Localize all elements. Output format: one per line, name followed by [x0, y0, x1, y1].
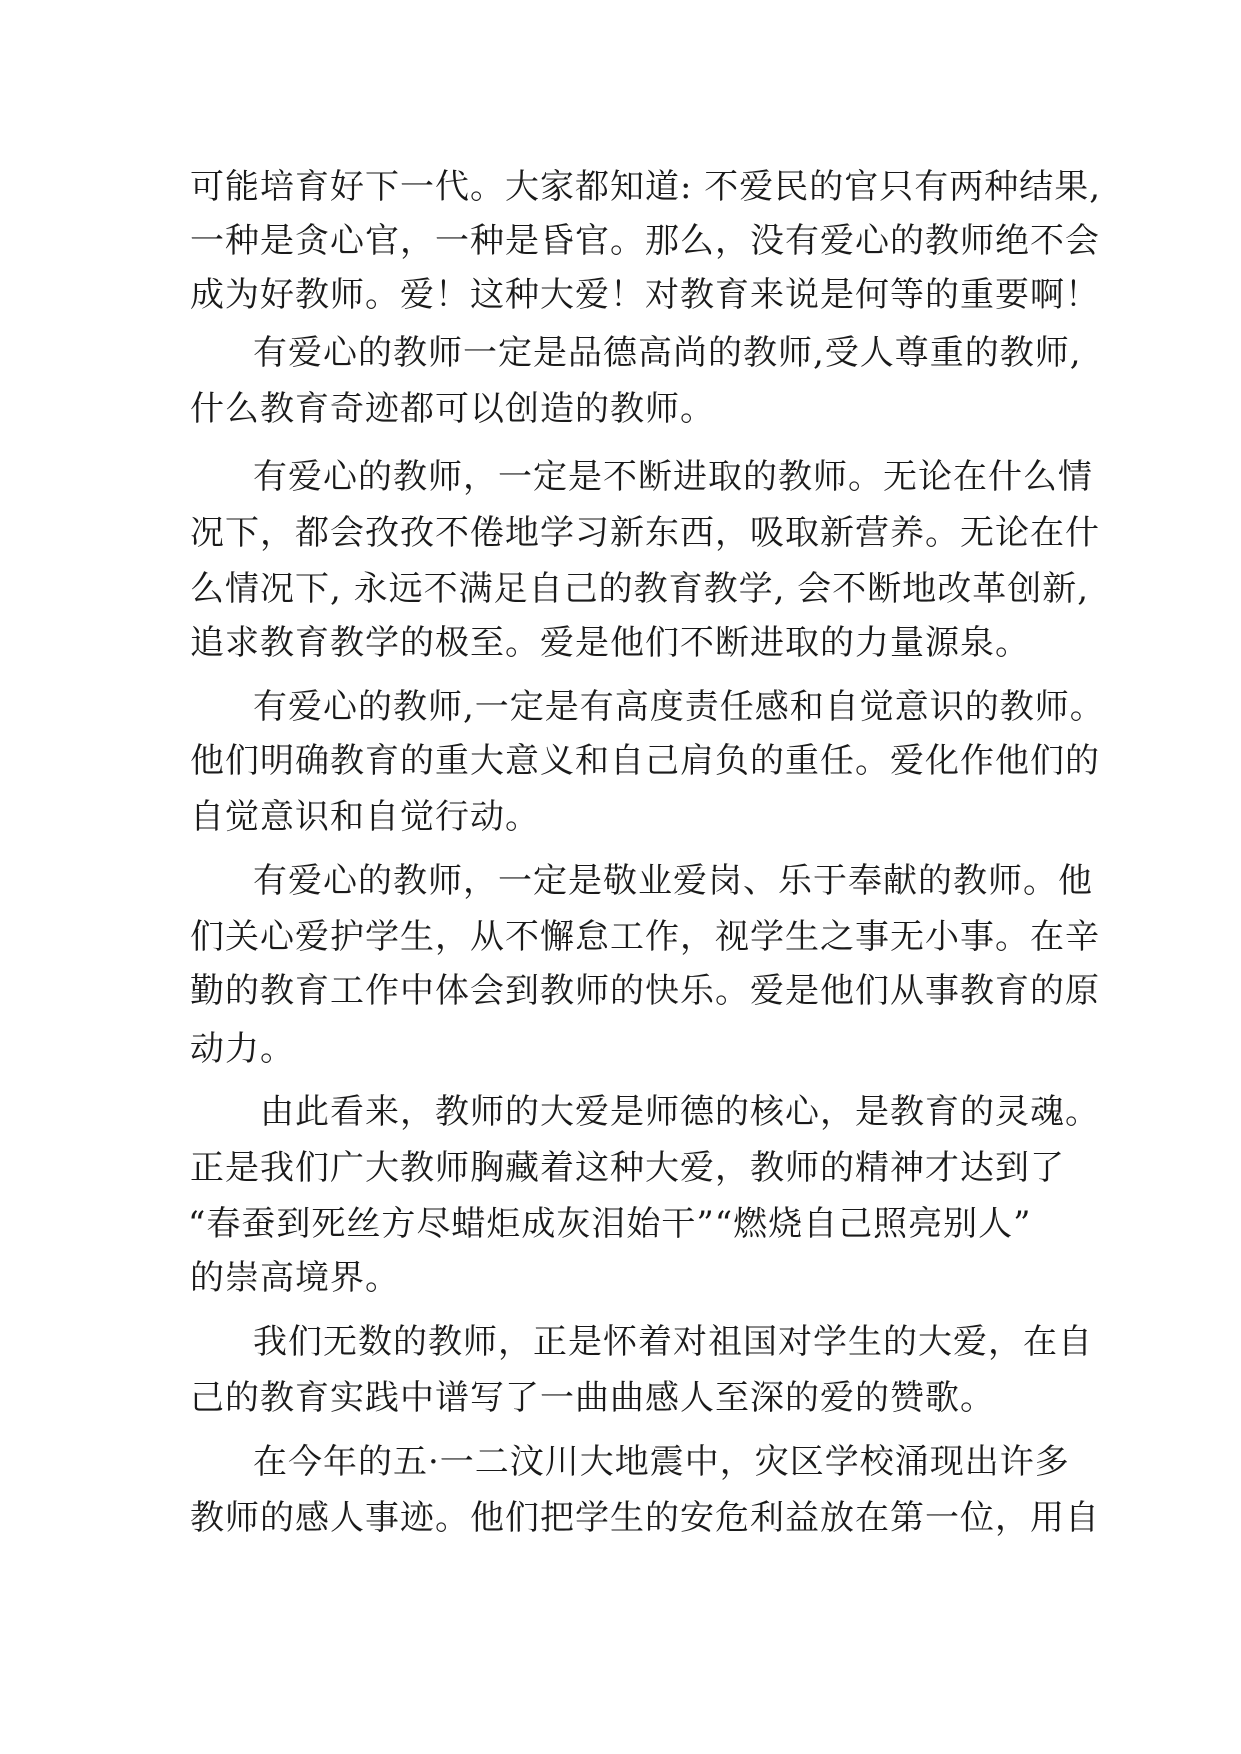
- text-line: 可能培育好下一代。大家都知道: 不爱民的官只有两种结果,: [190, 167, 1102, 207]
- paragraph-start-line: 我们无数的教师，正是怀着对祖国对学生的大爱，在自: [253, 1322, 1093, 1362]
- text-line: 己的教育实践中谱写了一曲曲感人至深的爱的赞歌。: [190, 1378, 995, 1418]
- paragraph-start-line: 在今年的五·一二汶川大地震中，灾区学校涌现出许多: [253, 1442, 1070, 1482]
- text-line: 成为好教师。爱！这种大爱！对教育来说是何等的重要啊！: [190, 275, 1100, 315]
- text-line: 他们明确教育的重大意义和自己肩负的重任。爱化作他们的: [190, 741, 1100, 781]
- text-line: 况下，都会孜孜不倦地学习新东西，吸取新营养。无论在什: [190, 513, 1100, 553]
- text-line: 自觉意识和自觉行动。: [190, 797, 540, 837]
- text-line: 勤的教育工作中体会到教师的快乐。爱是他们从事教育的原: [190, 971, 1100, 1011]
- text-line: 们关心爱护学生，从不懈怠工作，视学生之事无小事。在辛: [190, 917, 1100, 957]
- text-line: 追求教育教学的极至。爱是他们不断进取的力量源泉。: [190, 623, 1030, 663]
- text-line: 一种是贪心官，一种是昏官。那么，没有爱心的教师绝不会: [190, 221, 1100, 261]
- text-line: 什么教育奇迹都可以创造的教师。: [190, 389, 715, 429]
- text-line: 么情况下, 永远不满足自己的教育教学, 会不断地改革创新,: [190, 569, 1090, 609]
- text-line: “春蚕到死丝方尽蜡炬成灰泪始干”“燃烧自己照亮别人”: [188, 1204, 1032, 1244]
- paragraph-start-line: 有爱心的教师，一定是敬业爱岗、乐于奉献的教师。他: [253, 861, 1093, 901]
- paragraph-start-line: 有爱心的教师，一定是不断进取的教师。无论在什么情: [253, 457, 1093, 497]
- text-line: 的崇高境界。: [190, 1258, 400, 1298]
- text-line: 动力。: [190, 1029, 295, 1069]
- text-line: 教师的感人事迹。他们把学生的安危利益放在第一位，用自: [190, 1498, 1100, 1538]
- paragraph-start-line: 由此看来，教师的大爱是师德的核心，是教育的灵魂。: [260, 1092, 1100, 1132]
- paragraph-start-line: 有爱心的教师,一定是有高度责任感和自觉意识的教师。: [253, 687, 1105, 727]
- paragraph-start-line: 有爱心的教师一定是品德高尚的教师,受人尊重的教师,: [253, 333, 1082, 373]
- text-line: 正是我们广大教师胸藏着这种大爱，教师的精神才达到了: [190, 1148, 1065, 1188]
